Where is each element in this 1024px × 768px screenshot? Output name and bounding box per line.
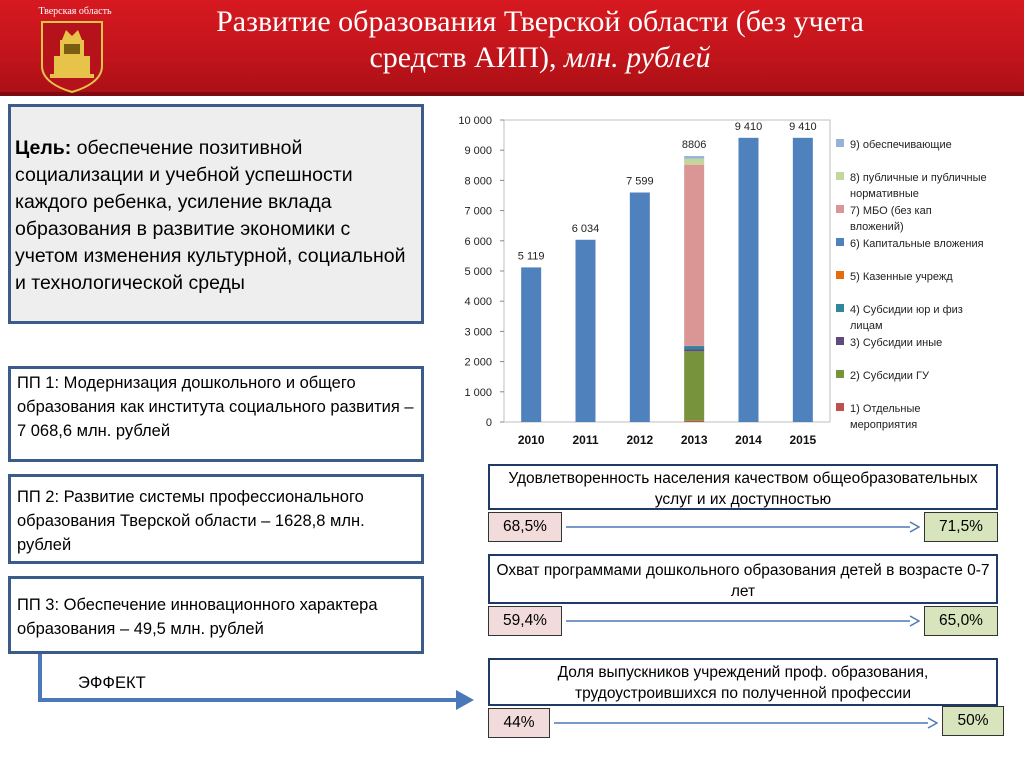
bar-segment (684, 421, 704, 422)
legend-label: 6) Капитальные вложения (850, 238, 984, 250)
x-tick-label: 2011 (572, 433, 599, 447)
bar-total-label: 8806 (681, 139, 707, 152)
budget-chart (440, 104, 1024, 454)
effect-label: ЭФФЕКТ (78, 674, 146, 692)
bar-segment (576, 240, 596, 422)
program-box-2: ПП 2: Развитие системы профессионального образования Тверской области – 1628,8 млн. рублей (8, 474, 424, 564)
title-line-2-text: средств АИП), (369, 41, 557, 74)
indicator-title-2: Охват программами дошкольного образования детей в возрасте 0-7 лет (488, 554, 998, 604)
bar-segment (684, 347, 704, 350)
bar-segment (684, 159, 704, 165)
legend-label: лицам (850, 320, 883, 332)
coat-of-arms-icon (40, 20, 104, 94)
legend-swatch (836, 337, 844, 345)
x-tick-label: 2014 (735, 433, 762, 447)
indicator-from-1: 68,5% (488, 512, 562, 542)
y-tick-label: 8 000 (464, 175, 492, 188)
legend-label: нормативные (850, 188, 919, 200)
legend-label: вложений) (850, 221, 904, 233)
goal-text: обеспечение позитивной социализации и учебной успешности каждого ребенка, усиление вклада образования в развитие экономики с учетом изменения культурной, социальной и технологической среды (15, 137, 406, 294)
effect-arrow-vertical (38, 654, 42, 700)
indicator-arrow-2 (566, 615, 920, 627)
x-tick-label: 2015 (789, 433, 817, 447)
legend-swatch (836, 205, 844, 213)
y-tick-label: 3 000 (464, 326, 492, 339)
legend-label: 4) Субсидии юр и физ (850, 304, 963, 316)
bar-segment (793, 138, 813, 422)
legend-swatch (836, 172, 844, 180)
effect-arrow-horizontal (38, 698, 458, 702)
bar-total-label: 6 034 (571, 222, 600, 235)
x-tick-label: 2013 (680, 433, 708, 447)
header-stripe (0, 92, 1024, 96)
legend-label: 3) Субсидии иные (850, 337, 943, 349)
legend-label: 7) МБО (без кап (850, 205, 932, 217)
indicator-title-1: Удовлетворенность населения качеством общеобразовательных услуг и их доступностью (488, 464, 998, 510)
legend-swatch (836, 370, 844, 378)
region-name: Тверская область (38, 6, 112, 17)
title-line-2 (150, 40, 930, 76)
program-box-1: ПП 1: Модернизация дошкольного и общего образования как института социального развития – 7 068,6 млн. рублей (8, 366, 424, 462)
y-tick-label: 9 000 (464, 145, 492, 158)
indicator-to-2: 65,0% (924, 606, 998, 636)
legend-swatch (836, 139, 844, 147)
legend-label: 5) Казенные учрежд (850, 271, 953, 283)
bar-total-label: 7 599 (626, 175, 654, 188)
legend-label: 2) Субсидии ГУ (850, 370, 929, 382)
bar-total-label: 9 410 (734, 120, 763, 133)
y-tick-label: 6 000 (464, 235, 492, 248)
legend-label: 8) публичные и публичные (850, 172, 987, 184)
bar-segment (684, 156, 704, 159)
plot-frame (504, 120, 830, 422)
legend-label: 1) Отдельные (850, 403, 921, 415)
bar-total-label: 9 410 (789, 120, 817, 133)
bar-segment (684, 350, 704, 352)
bar-segment (684, 346, 704, 347)
indicator-arrow-3 (554, 717, 938, 729)
legend-swatch (836, 271, 844, 279)
goal-label: Цель: (15, 137, 72, 159)
bar-segment (739, 138, 759, 422)
program-box-3: ПП 3: Обеспечение инновационного характера образования – 49,5 млн. рублей (8, 576, 424, 654)
y-tick-label: 2 000 (464, 356, 492, 369)
indicator-from-2: 59,4% (488, 606, 562, 636)
y-tick-label: 1 000 (464, 386, 492, 399)
title-unit: млн. рублей (564, 41, 711, 74)
indicator-to-3: 50% (942, 706, 1004, 736)
bar-segment (684, 351, 704, 420)
y-tick-label: 0 (485, 417, 492, 429)
bar-segment (521, 267, 541, 422)
indicator-to-1: 71,5% (924, 512, 998, 542)
bar-segment (630, 193, 650, 422)
title-line-1: Развитие образования Тверской области (без учета (216, 5, 864, 38)
x-tick-label: 2010 (517, 433, 545, 447)
legend-swatch (836, 403, 844, 411)
y-tick-label: 7 000 (464, 205, 492, 218)
y-tick-label: 4 000 (464, 296, 492, 309)
legend-label: 9) обеспечивающие (850, 139, 952, 151)
page-title (150, 4, 930, 76)
legend-swatch (836, 304, 844, 312)
bar-total-label: 5 119 (517, 250, 545, 263)
y-tick-label: 10 000 (458, 115, 492, 127)
indicator-arrow-1 (566, 521, 920, 533)
goal-box (8, 104, 424, 324)
legend-swatch (836, 238, 844, 246)
effect-arrow-head-icon (456, 690, 474, 710)
indicator-title-3: Доля выпускников учреждений проф. образования, трудоустроившихся по полученной профессии (488, 658, 998, 706)
x-tick-label: 2012 (626, 433, 654, 447)
y-tick-label: 5 000 (464, 266, 492, 278)
legend-label: мероприятия (850, 419, 918, 431)
indicator-from-3: 44% (488, 708, 550, 738)
bar-segment (684, 165, 704, 346)
